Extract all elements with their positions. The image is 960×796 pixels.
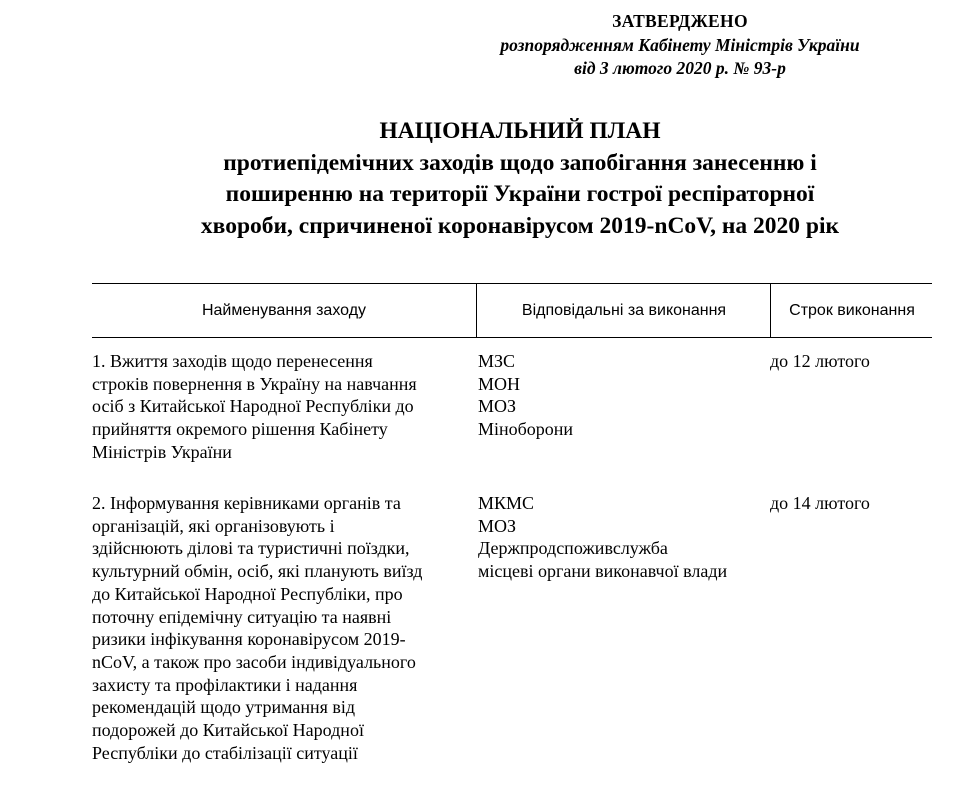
header-deadline: Строк виконання — [770, 284, 933, 337]
responsible-entity: МОЗ — [478, 396, 517, 417]
responsible-entity: Міноборони — [478, 419, 574, 440]
measure-line: прийняття окремого рішення Кабінету — [92, 419, 388, 440]
responsible-entity: місцеві органи виконавчої влади — [478, 561, 728, 582]
title-line: протиепідемічних заходів щодо запобігання занесенню і — [223, 149, 817, 176]
title-line: хвороби, спричиненої коронавірусом 2019-nCoV, на 2020 рік — [200, 212, 840, 239]
measure-line: Республіки до стабілізації ситуації — [92, 742, 358, 763]
responsible-entity: МКМС — [478, 493, 535, 513]
measure-cell — [92, 492, 452, 764]
approval-date-number: від 3 лютого 2020 р. № 93-р — [574, 58, 786, 78]
responsible-cell — [478, 350, 768, 441]
responsible-cell — [478, 492, 768, 583]
measure-line: строків повернення в Україну на навчання — [92, 373, 417, 394]
deadline-cell: до 14 лютого — [770, 493, 870, 513]
measure-line: осіб з Китайської Народної Республіки до — [92, 396, 414, 417]
deadline-cell: до 12 лютого — [770, 351, 870, 371]
header-measure: Найменування заходу — [201, 302, 367, 319]
measure-line: здійснюють ділові та туристичні поїздки, — [92, 538, 410, 559]
measure-line: 2. Інформування керівниками органів та — [92, 493, 401, 513]
document-title — [40, 116, 960, 242]
responsible-entity: МОЗ — [478, 515, 517, 536]
title-line: НАЦІОНАЛЬНИЙ ПЛАН — [379, 118, 661, 144]
measure-line: nCoV, а також про засоби індивідуального — [92, 651, 416, 672]
measures-table — [92, 283, 932, 763]
measure-line: подорожей до Китайської Народної — [92, 720, 364, 741]
measure-line: Міністрів України — [92, 441, 232, 462]
measure-line: до Китайської Народної Республіки, про — [92, 583, 403, 604]
responsible-entity: МОН — [478, 373, 521, 394]
measure-line: ризики інфікування коронавірусом 2019- — [92, 629, 406, 650]
measure-line: культурний обмін, осіб, які планують виїзд — [92, 561, 423, 582]
approval-heading: ЗАТВЕРДЖЕНО — [612, 11, 748, 31]
measure-line: 1. Вжиття заходів щодо перенесення — [92, 351, 373, 371]
measure-line: поточну епідемічну ситуацію та наявні — [92, 606, 392, 627]
title-line: поширенню на території України гострої респіраторної — [225, 181, 815, 207]
table-header-row — [92, 283, 932, 338]
measure-line: організацій, які організовують і — [92, 515, 335, 536]
approval-authority: розпорядженням Кабінету Міністрів України — [500, 34, 860, 55]
approval-stamp — [440, 10, 920, 81]
measure-cell — [92, 350, 452, 464]
measure-line: рекомендацій щодо утримання від — [92, 697, 356, 718]
responsible-entity: МЗС — [478, 351, 516, 371]
responsible-entity: Держпродспоживслужба — [478, 538, 668, 559]
header-responsible: Відповідальні за виконання — [476, 284, 771, 337]
measure-line: захисту та профілактики і надання — [92, 674, 358, 695]
